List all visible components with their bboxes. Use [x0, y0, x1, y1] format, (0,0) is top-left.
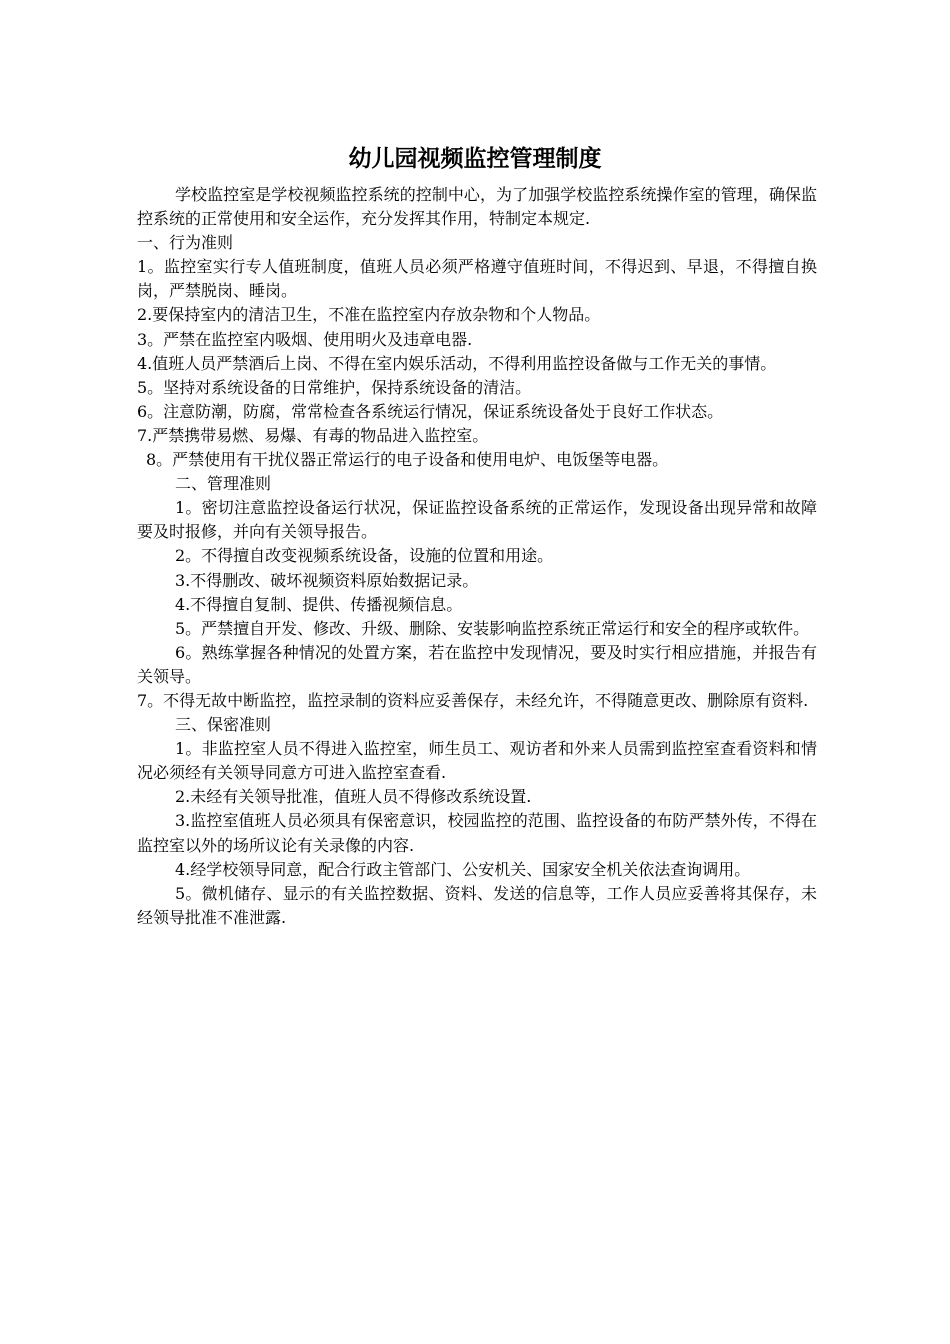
document-body: [137, 183, 817, 930]
confidentiality-rule-5: 5。微机储存、显示的有关监控数据、资料、发送的信息等，工作人员应妥善将其保存，未经领导批准不准泄露.: [137, 883, 817, 927]
section-heading-confidentiality: 三、保密准则: [175, 715, 272, 735]
behavior-rule-8: 8。严禁使用有干扰仪器正常运行的电子设备和使用电炉、电饭堡等电器。: [146, 450, 669, 470]
management-rule-5: 5。严禁擅自开发、修改、升级、删除、安装影响监控系统正常运行和安全的程序或软件。: [175, 618, 810, 638]
confidentiality-rule-2: 2.未经有关领导批准，值班人员不得修改系统设置.: [175, 787, 532, 807]
management-rule-7: 7。不得无故中断监控，监控录制的资料应妥善保存，未经允许，不得随意更改、删除原有资料.: [137, 690, 809, 710]
behavior-rule-1: 1。监控室实行专人值班制度，值班人员必须严格遵守值班时间，不得迟到、早退，不得擅自换岗，严禁脱岗、睡岗。: [137, 257, 817, 301]
behavior-rule-5: 5。坚持对系统设备的日常维护，保持系统设备的清洁。: [137, 377, 532, 397]
behavior-rule-2: 2.要保持室内的清洁卫生，不准在监控室内存放杂物和个人物品。: [137, 305, 601, 325]
management-rule-3: 3.不得删改、破坏视频资料原始数据记录。: [175, 570, 479, 590]
intro-paragraph: 学校监控室是学校视频监控系统的控制中心，为了加强学校监控系统操作室的管理，确保监控系统的正常使用和安全运作，充分发挥其作用，特制定本规定.: [137, 185, 817, 229]
document-title: 幼儿园视频监控管理制度: [348, 146, 602, 172]
behavior-rule-3: 3。严禁在监控室内吸烟、使用明火及违章电器.: [137, 329, 473, 349]
behavior-rule-4: 4.值班人员严禁酒后上岗、不得在室内娱乐活动，不得利用监控设备做与工作无关的事情。: [137, 353, 777, 373]
management-rule-4: 4.不得擅自复制、提供、传播视频信息。: [175, 594, 463, 614]
behavior-rule-7: 7.严禁携带易燃、易爆、有毒的物品进入监控室。: [137, 425, 489, 445]
confidentiality-rule-1: 1。非监控室人员不得进入监控室，师生员工、观访者和外来人员需到监控室查看资料和情况必须经有关领导同意方可进入监控室查看.: [137, 739, 817, 783]
management-rule-6: 6。熟练掌握各种情况的处置方案，若在监控中发现情况，要及时实行相应措施，并报告有关领导。: [137, 642, 817, 686]
section-heading-behavior: 一、行为准则: [137, 233, 234, 253]
confidentiality-rule-3: 3.监控室值班人员必须具有保密意识，校园监控的范围、监控设备的布防严禁外传，不得在监控室以外的场所议论有关录像的内容.: [137, 811, 817, 855]
section-heading-management: 二、管理准则: [175, 474, 272, 494]
management-rule-1: 1。密切注意监控设备运行状况，保证监控设备系统的正常运作，发现设备出现异常和故障要及时报修，并向有关领导报告。: [137, 498, 817, 542]
confidentiality-rule-4: 4.经学校领导同意，配合行政主管部门、公安机关、国家安全机关依法查询调用。: [175, 859, 751, 879]
behavior-rule-6: 6。注意防潮，防腐，常常检查各系统运行情况，保证系统设备处于良好工作状态。: [137, 401, 724, 421]
management-rule-2: 2。不得擅自改变视频系统设备，设施的位置和用途。: [175, 546, 554, 566]
